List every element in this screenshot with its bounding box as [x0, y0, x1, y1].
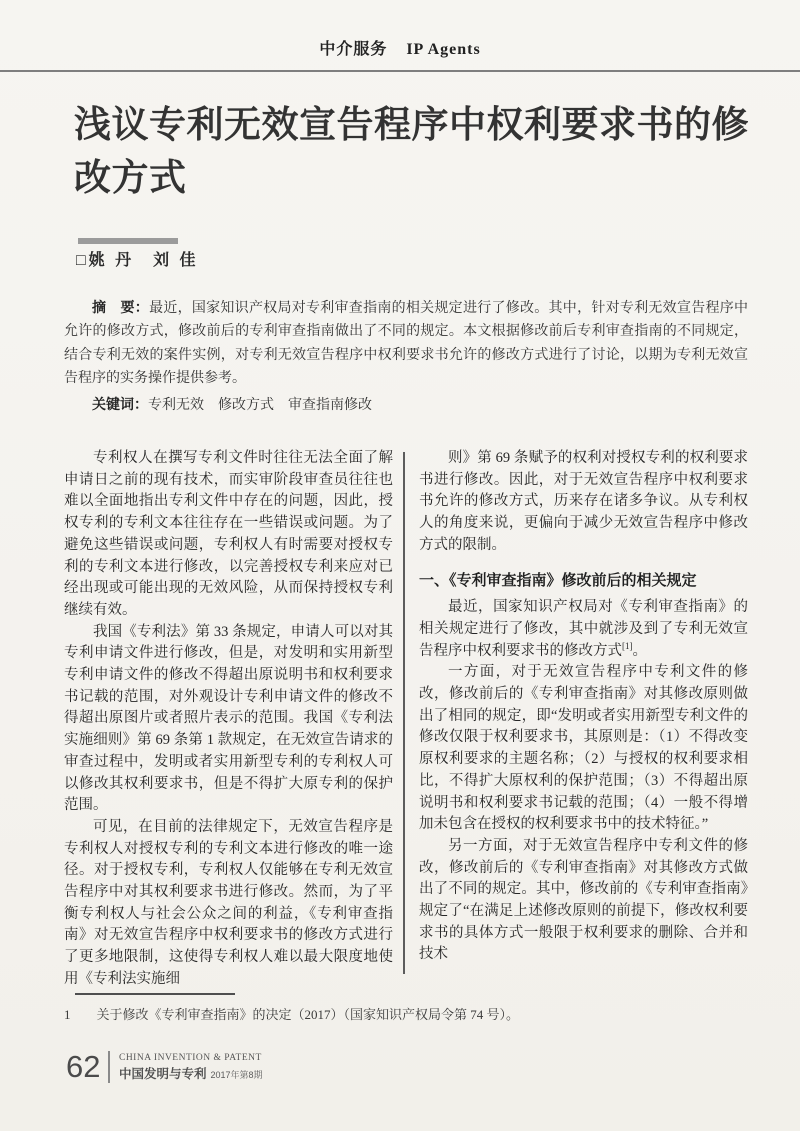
abstract-text: 最近，国家知识产权局对专利审查指南的相关规定进行了修改。其中，针对专利无效宣告程序中允许的修改方式，修改前后的专利审查指南做出了不同的规定。本文根据修改前后专利审查指南的不同规定，结合专利无效的案件实例，对专利无效宣告程序中权利要求书允许的修改方式进行了讨论，以期为专利无效宣告程序的实务操作提供参考。 [64, 301, 749, 387]
author-accent-bar [78, 238, 178, 244]
footnote-rule [75, 993, 235, 995]
body-columns [64, 448, 748, 987]
article-title: 浅议专利无效宣告程序中权利要求书的修改方式 [74, 104, 749, 198]
abstract-label: 摘 要： [92, 299, 150, 315]
header-section-cn: 中介服务 [319, 41, 388, 58]
abstract-paragraph [64, 296, 748, 391]
journal-cn-text: 中国发明与专利 [118, 1066, 207, 1081]
footnote-number: 1 [64, 1007, 71, 1022]
body-paragraph: 则》第 69 条赋予的权利对授权专利的权利要求书进行修改。因此，对于无效宣告程序中权利要求书允许的修改方式，历来存在诸多争议。从专利权人的角度来说，更偏向于减少无效宣告程序中修改方式的限制。 [419, 450, 748, 553]
page-number: 62 [66, 1049, 101, 1084]
body-paragraph: 一方面，对于无效宣告程序中专利文件的修改，修改前后的《专利审查指南》对其修改原则做出了相同的规定，即“发明或者实用新型专利文件的修改仅限于权利要求书，其原则是：（1）不得改变原权利要求的主题名称；（2）与授权的权利要求相比，不得扩大原权利的保护范围；（3）不得超出原说明书和权利要求书记载的范围；（4）一般不得增加未包含在授权的权利要求书中的技术特征。” [419, 664, 748, 833]
footnote [64, 1005, 724, 1025]
left-column [64, 448, 393, 991]
section-heading: 一、《专利审查指南》修改前后的相关规定 [419, 571, 697, 589]
keywords-text: 专利无效 修改方式 审查指南修改 [148, 397, 372, 413]
author-line: □姚 丹 刘 佳 [76, 252, 199, 269]
body-paragraph: 我国《专利法》第 33 条规定，申请人可以对其专利申请文件进行修改，但是，对发明和实用新型专利申请文件的修改不得超出原说明书和权利要求书记载的范围，对外观设计专利申请文件的修改不得超出原图片或者照片表示的范围。我国《专利法实施细则》第 69 条第 1 款规定，在无效宣告请求的审查过程中，发明或者实用新型专利的专利权人可以修改其权利要求书，但是不得扩大原专利的保护范围。 [64, 623, 393, 814]
body-paragraph: 另一方面，对于无效宣告程序中专利文件的修改，修改前后的《专利审查指南》对其修改方式做出了不同的规定。其中，修改前的《专利审查指南》规定了“在满足上述修改原则的前提下，修改权利要求书的具体方式一般限于权利要求的删除、合并和技术 [419, 837, 748, 963]
running-header [0, 36, 800, 59]
abstract-block [64, 296, 748, 417]
keywords-line [64, 393, 748, 417]
footer-divider-rule [108, 1051, 110, 1083]
page-footer [66, 1050, 263, 1084]
header-rule [0, 70, 800, 72]
column-divider-rule [403, 452, 405, 974]
footnote-reference: [1] [622, 640, 633, 651]
journal-info [119, 1053, 263, 1082]
body-paragraph [419, 597, 748, 662]
body-paragraph: 专利权人在撰写专利文件时往往无法全面了解申请日之前的现有技术，而实审阶段审查员往往也难以全面地指出专利文件中存在的问题，因此，授权专利的专利文本往往存在一些错误或问题。为了避免这些错误或问题，专利权人有时需要对授权专利的专利文本进行修改，以完善授权专利来应对已经出现或可能出现的无效风险，从而保持授权专利继续有效。 [64, 450, 393, 618]
journal-name-cn [119, 1064, 263, 1082]
header-section-en: IP Agents [406, 41, 481, 58]
footnote-text: 关于修改《专利审查指南》的决定（2017）（国家知识产权局令第 74 号）。 [96, 1007, 520, 1022]
body-text: 。 [632, 642, 647, 659]
body-paragraph: 可见，在目前的法律规定下，无效宣告程序是专利权人对授权专利的专利文本进行修改的唯一途径。对于授权专利，专利权人仅能够在专利无效宣告程序中对其权利要求书进行修改。然而，为了平衡专利权人与社会公众之间的利益，《专利审查指南》对无效宣告程序中权利要求书的修改方式进行了更多地限制，这使得专利权人难以最大限度地使用《专利法实施细 [64, 818, 393, 987]
journal-name-en: CHINA INVENTION & PATENT [118, 1052, 262, 1063]
journal-issue: 2017年第8期 [210, 1069, 263, 1080]
keywords-label: 关键词： [92, 395, 148, 412]
body-text: 最近，国家知识产权局对《专利审查指南》的相关规定进行了修改，其中就涉及到了专利无效宣告程序中权利要求书的修改方式 [419, 599, 748, 659]
right-column [419, 448, 748, 966]
